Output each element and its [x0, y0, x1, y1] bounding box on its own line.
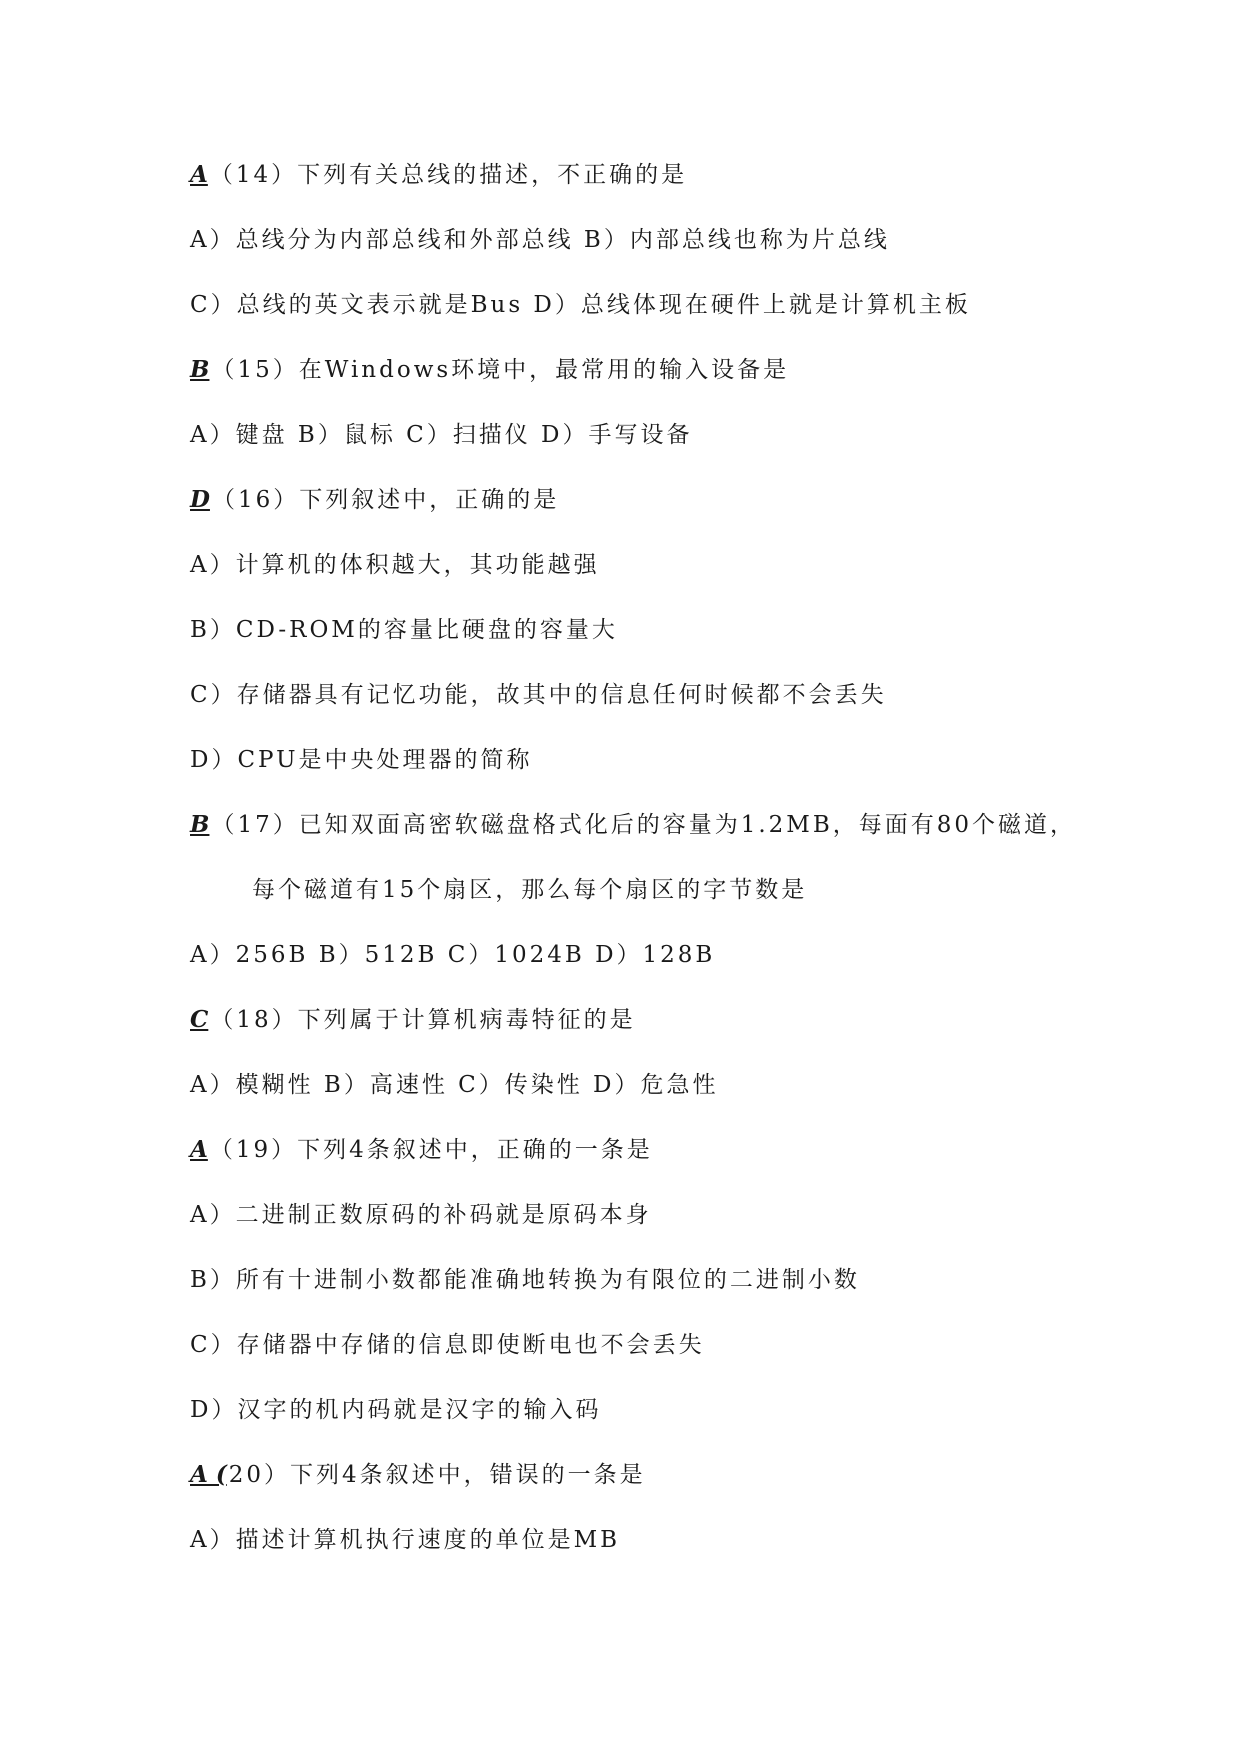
question-14 [190, 160, 687, 190]
question-19 [190, 1135, 653, 1165]
answer-mark: D [190, 486, 210, 513]
question-text: （15）在Windows环境中，最常用的输入设备是 [211, 357, 790, 383]
option-line [190, 225, 890, 255]
question-16 [190, 485, 559, 515]
answer-mark: A [190, 161, 208, 188]
option-line [190, 680, 887, 710]
answer-mark: B [190, 356, 210, 383]
option-line [190, 1525, 620, 1555]
option-line [190, 940, 715, 970]
option-text: A）模糊性 B）高速性 C）传染性 D）危急性 [190, 1072, 719, 1098]
answer-mark: B [190, 811, 210, 838]
question-15 [190, 355, 789, 385]
option-text: A）二进制正数原码的补码就是原码本身 [190, 1202, 652, 1228]
question-continuation [252, 875, 807, 905]
option-line [190, 290, 971, 320]
question-text: （19）下列4条叙述中，正确的一条是 [209, 1137, 653, 1163]
question-18 [190, 1005, 636, 1035]
question-text: （17）已知双面高密软磁盘格式化后的容量为1.2MB，每面有80个磁道， [211, 812, 1077, 838]
question-20 [190, 1460, 646, 1490]
option-text: C）存储器具有记忆功能，故其中的信息任何时候都不会丢失 [190, 682, 887, 708]
question-text: （14）下列有关总线的描述，不正确的是 [209, 162, 688, 188]
option-text: B）CD-ROM的容量比硬盘的容量大 [190, 617, 618, 643]
option-text: B）所有十进制小数都能准确地转换为有限位的二进制小数 [190, 1267, 860, 1293]
option-line [190, 550, 600, 580]
option-line [190, 1265, 860, 1295]
option-line [190, 420, 692, 450]
option-line [190, 1200, 652, 1230]
answer-mark: A [190, 1136, 208, 1163]
option-text: D）汉字的机内码就是汉字的输入码 [190, 1397, 602, 1423]
option-line [190, 1395, 601, 1425]
option-line [190, 1330, 705, 1360]
answer-mark: C [190, 1006, 209, 1033]
option-text: A）计算机的体积越大，其功能越强 [190, 552, 600, 578]
question-text: （18）下列属于计算机病毒特征的是 [210, 1007, 636, 1033]
option-text: A）总线分为内部总线和外部总线 B）内部总线也称为片总线 [190, 227, 890, 253]
option-line [190, 745, 533, 775]
option-text: A）描述计算机执行速度的单位是MB [190, 1527, 621, 1553]
option-text: A）256B B）512B C）1024B D）128B [190, 942, 716, 968]
question-text: 20）下列4条叙述中，错误的一条是 [228, 1462, 646, 1488]
option-text: D）CPU是中央处理器的简称 [190, 747, 533, 773]
question-17 [190, 810, 1076, 840]
option-line [190, 1070, 718, 1100]
question-text: （16）下列叙述中，正确的是 [211, 487, 560, 513]
option-text: A）键盘 B）鼠标 C）扫描仪 D）手写设备 [190, 422, 693, 448]
option-line [190, 615, 618, 645]
question-text: 每个磁道有15个扇区，那么每个扇区的字节数是 [252, 877, 808, 903]
answer-mark: A ( [190, 1461, 227, 1488]
option-text: C）总线的英文表示就是Bus D）总线体现在硬件上就是计算机主板 [190, 292, 971, 318]
option-text: C）存储器中存储的信息即使断电也不会丢失 [190, 1332, 705, 1358]
